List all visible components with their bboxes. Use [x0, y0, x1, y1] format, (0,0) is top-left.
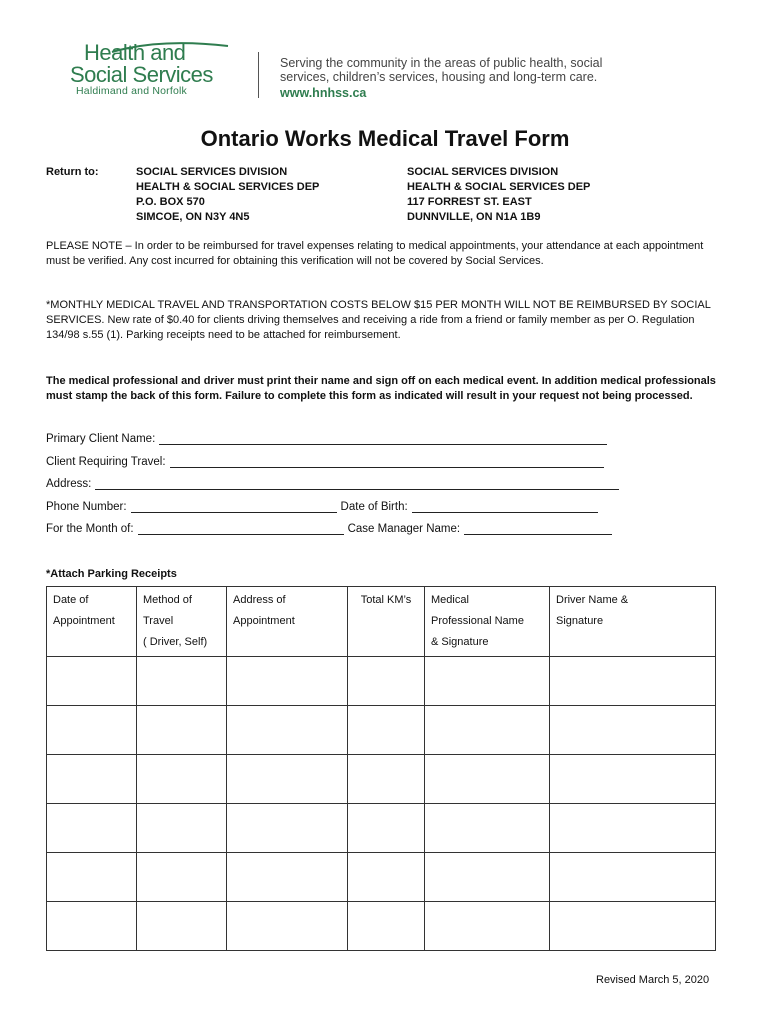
cell-medical[interactable] — [425, 755, 550, 804]
cell-medical[interactable] — [425, 804, 550, 853]
table-row — [47, 902, 716, 951]
header-text: Professional Name — [431, 615, 524, 627]
cell-date[interactable] — [47, 902, 137, 951]
cell-date[interactable] — [47, 804, 137, 853]
cell-medical[interactable] — [425, 853, 550, 902]
header-divider — [258, 52, 259, 98]
cell-medical[interactable] — [425, 706, 550, 755]
logo-text-line3: Haldimand and Norfolk — [76, 85, 188, 97]
cell-km[interactable] — [348, 902, 425, 951]
dob-field[interactable] — [412, 500, 598, 513]
header-text: Driver Name & — [556, 594, 629, 606]
attach-receipts-label: *Attach Parking Receipts — [46, 568, 177, 580]
address-line: SOCIAL SERVICES DIVISION — [407, 166, 559, 178]
return-address-simcoe — [136, 165, 386, 225]
header-text: Method of — [143, 594, 192, 606]
hnhss-logo — [70, 40, 235, 100]
header-tagline: Serving the community in the areas of public health, social services, children’s services, housing and long-term care. — [280, 56, 603, 84]
please-note-paragraph: PLEASE NOTE – In order to be reimbursed for travel expenses relating to medical appointments, your attendance at each appointment must be verified. Any cost incurred for obtaining this verification will not be covered by Social Services. — [46, 240, 704, 267]
cell-km[interactable] — [348, 706, 425, 755]
col-address-header — [227, 587, 348, 657]
website-link[interactable]: www.hnhss.ca — [280, 86, 367, 100]
table-row — [47, 804, 716, 853]
cell-method[interactable] — [137, 755, 227, 804]
client-requiring-field[interactable] — [170, 455, 604, 468]
header-text: ( Driver, Self) — [143, 636, 208, 648]
logo-text-line2: Social Services — [70, 62, 213, 87]
primary-client-row — [46, 432, 611, 445]
cell-method[interactable] — [137, 902, 227, 951]
cell-driver[interactable] — [550, 706, 716, 755]
return-to-label: Return to: — [46, 166, 99, 178]
address-line: P.O. BOX 570 — [136, 196, 205, 208]
header-text: Date of — [53, 594, 89, 606]
table-header-row — [47, 587, 716, 657]
cell-km[interactable] — [348, 804, 425, 853]
logo-text-line1: Health and — [84, 40, 186, 65]
cell-km[interactable] — [348, 853, 425, 902]
address-line: DUNNVILLE, ON N1A 1B9 — [407, 211, 541, 223]
monthly-costs-paragraph: *MONTHLY MEDICAL TRAVEL AND TRANSPORTATION COSTS BELOW $15 PER MONTH WILL NOT BE REIMBURSED BY SOCIAL SERVICES. New rate of $0.40 for clients driving themselves and receiving a ride from a friend or family member as per O. Regulation 134/98 s.55 (1). Parking receipts need to be attached for reimbursement. — [46, 299, 711, 341]
month-case-row — [46, 522, 616, 535]
header-text: Travel — [143, 615, 174, 627]
cell-address[interactable] — [227, 902, 348, 951]
case-manager-label: Case Manager Name: — [347, 523, 461, 535]
month-field[interactable] — [138, 522, 344, 535]
cell-medical[interactable] — [425, 657, 550, 706]
col-date-header — [47, 587, 137, 657]
cell-date[interactable] — [47, 706, 137, 755]
cell-km[interactable] — [348, 755, 425, 804]
cell-method[interactable] — [137, 853, 227, 902]
primary-client-field[interactable] — [159, 432, 607, 445]
revised-date: Revised March 5, 2020 — [596, 974, 710, 986]
primary-client-label: Primary Client Name: — [46, 433, 156, 445]
client-requiring-label: Client Requiring Travel: — [46, 456, 166, 468]
month-label: For the Month of: — [46, 523, 134, 535]
medical-travel-table — [46, 586, 716, 951]
cell-address[interactable] — [227, 853, 348, 902]
address-label: Address: — [46, 478, 92, 490]
cell-driver[interactable] — [550, 853, 716, 902]
table-row — [47, 755, 716, 804]
cell-date[interactable] — [47, 755, 137, 804]
header-text: Medical — [431, 594, 469, 606]
cell-address[interactable] — [227, 706, 348, 755]
return-address-dunnville — [407, 165, 657, 225]
cell-address[interactable] — [227, 657, 348, 706]
address-line: 117 FORREST ST. EAST — [407, 196, 532, 208]
address-line: HEALTH & SOCIAL SERVICES DEP — [136, 181, 320, 193]
cell-date[interactable] — [47, 853, 137, 902]
header-text: Address of — [233, 594, 286, 606]
address-line: SIMCOE, ON N3Y 4N5 — [136, 211, 250, 223]
address-line: SOCIAL SERVICES DIVISION — [136, 166, 288, 178]
address-field[interactable] — [95, 477, 619, 490]
col-driver-header — [550, 587, 716, 657]
cell-method[interactable] — [137, 706, 227, 755]
phone-label: Phone Number: — [46, 501, 127, 513]
cell-address[interactable] — [227, 755, 348, 804]
phone-field[interactable] — [131, 500, 337, 513]
header-text: Appointment — [53, 615, 115, 627]
phone-dob-row — [46, 500, 602, 513]
table-row — [47, 706, 716, 755]
col-km-header — [348, 587, 425, 657]
cell-method[interactable] — [137, 657, 227, 706]
header-text: & Signature — [431, 636, 489, 648]
cell-driver[interactable] — [550, 657, 716, 706]
cell-address[interactable] — [227, 804, 348, 853]
col-medical-header — [425, 587, 550, 657]
address-row — [46, 477, 623, 490]
address-line: HEALTH & SOCIAL SERVICES DEP — [407, 181, 591, 193]
table-row — [47, 853, 716, 902]
signoff-requirement-paragraph: The medical professional and driver must print their name and sign off on each medical event. In addition medical professionals must stamp the back of this form. Failure to complete this form as indicated will result in your request not being processed. — [46, 375, 716, 402]
header-text: Signature — [556, 615, 604, 627]
cell-driver[interactable] — [550, 804, 716, 853]
cell-driver[interactable] — [550, 755, 716, 804]
cell-method[interactable] — [137, 804, 227, 853]
page-title: Ontario Works Medical Travel Form — [200, 126, 570, 151]
header-text: Appointment — [233, 615, 295, 627]
cell-date[interactable] — [47, 657, 137, 706]
client-requiring-row — [46, 455, 608, 468]
cell-km[interactable] — [348, 657, 425, 706]
case-manager-field[interactable] — [464, 522, 612, 535]
dob-label: Date of Birth: — [340, 501, 408, 513]
header-text: Total KM’s — [360, 594, 412, 606]
cell-medical[interactable] — [425, 902, 550, 951]
col-method-header — [137, 587, 227, 657]
table-row — [47, 657, 716, 706]
cell-driver[interactable] — [550, 902, 716, 951]
